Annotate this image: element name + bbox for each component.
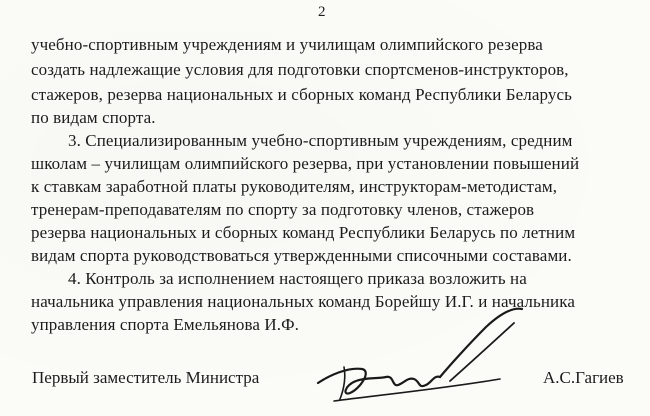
signatory-title: Первый заместитель Министра [32, 368, 260, 387]
text-line: резерва национальных и сборных команд Республики Беларусь по летним [31, 223, 576, 242]
text-line: управления спорта Емельянова И.Ф. [31, 315, 300, 334]
text-line: учебно-спортивным учреждениям и училищам олимпийского резерва [31, 35, 543, 54]
paragraph-4-start: 4. Контроль за исполнением настоящего приказа возложить на [68, 269, 527, 288]
page-number: 2 [318, 4, 326, 20]
text-line: стажеров, резерва национальных и сборных команд Республики Беларусь [31, 85, 572, 104]
text-line: к ставкам заработной платы руководителям, инструкторам-методистам, [31, 177, 558, 196]
signature-block [0, 368, 650, 398]
paragraph-3-start: 3. Специализированным учебно-спортивным учреждениям, средним [68, 131, 573, 150]
text-line: видам спорта руководствоваться утвержденными списочными составами. [31, 246, 572, 265]
text-line: школам – училищам олимпийского резерва, при установлении повышений [31, 154, 580, 173]
text-line: тренерам-преподавателям по спорту за подготовку членов, стажеров [31, 200, 535, 219]
signatory-name: А.С.Гагиев [543, 368, 624, 387]
text-line: создать надлежащие условия для подготовки спортсменов-инструкторов, [31, 60, 569, 79]
text-line: начальника управления национальных команд Борейшу И.Г. и начальника [31, 292, 575, 311]
text-line: по видам спорта. [31, 108, 156, 127]
